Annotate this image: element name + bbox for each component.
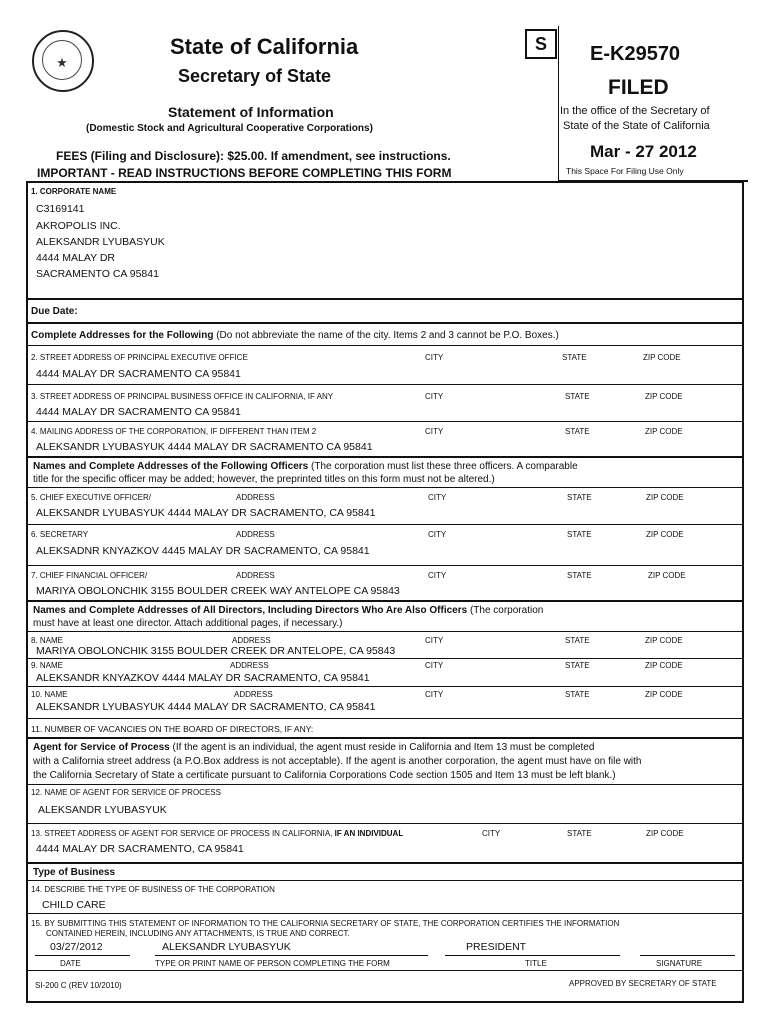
city-label: CITY: [425, 690, 444, 699]
filing-date: Mar - 27 2012: [590, 142, 697, 161]
item13-label: 13. STREET ADDRESS OF AGENT FOR SERVICE OF PROCESS IN CALIFORNIA, IF AN INDIVIDUAL: [31, 829, 404, 838]
corporate-line: 4444 MALAY DR: [36, 252, 115, 264]
name-label: TYPE OR PRINT NAME OF PERSON COMPLETING THE FORM: [155, 959, 390, 968]
item12-label: 12. NAME OF AGENT FOR SERVICE OF PROCESS: [31, 788, 221, 797]
item13-value: 4444 MALAY DR SACRAMENTO, CA 95841: [36, 843, 244, 855]
item4-label: 4. MAILING ADDRESS OF THE CORPORATION, IF DIFFERENT THAN ITEM 2: [31, 427, 317, 436]
item7-label: 7. CHIEF FINANCIAL OFFICER/: [31, 571, 148, 580]
item2-label: 2. STREET ADDRESS OF PRINCIPAL EXECUTIVE OFFICE: [31, 353, 248, 362]
form-id: SI-200 C (REV 10/2010): [35, 981, 122, 990]
state-label: STATE: [567, 493, 592, 502]
item9-value: ALEKSANDR KNYAZKOV 4444 MALAY DR SACRAMENTO, CA 95841: [36, 672, 370, 684]
business-heading: Type of Business: [33, 867, 116, 878]
item15-line2: CONTAINED HEREIN, INCLUDING ANY ATTACHMENTS, IS TRUE AND CORRECT.: [46, 929, 350, 938]
name-line: [155, 955, 428, 956]
important-text: IMPORTANT - READ INSTRUCTIONS BEFORE COMPLETING THIS FORM: [37, 166, 452, 180]
directors-heading-line2: must have at least one director. Attach additional pages, if necessary.): [33, 618, 343, 629]
item2-value: 4444 MALAY DR SACRAMENTO CA 95841: [36, 368, 241, 380]
item14-label: 14. DESCRIBE THE TYPE OF BUSINESS OF THE CORPORATION: [31, 885, 275, 894]
state-title: State of California: [170, 34, 359, 59]
state-label: STATE: [567, 571, 592, 580]
state-label: STATE: [565, 427, 590, 436]
filing-number: E-K29570: [590, 43, 681, 65]
zip-label: ZIP CODE: [645, 690, 683, 699]
item3-value: 4444 MALAY DR SACRAMENTO CA 95841: [36, 406, 241, 418]
address-label: ADDRESS: [236, 571, 275, 580]
filing-office-line2: State of the State of California: [563, 120, 710, 132]
corporate-line: ALEKSANDR LYUBASYUK: [36, 236, 165, 248]
corporate-name-label: 1. CORPORATE NAME: [31, 187, 117, 196]
item11-label: 11. NUMBER OF VACANCIES ON THE BOARD OF DIRECTORS, IF ANY:: [31, 724, 314, 734]
state-label: STATE: [565, 690, 590, 699]
address-label: ADDRESS: [236, 493, 275, 502]
address-label: ADDRESS: [236, 530, 275, 539]
zip-label: ZIP CODE: [645, 661, 683, 670]
corporate-line: SACRAMENTO CA 95841: [36, 268, 159, 280]
address-label: ADDRESS: [232, 636, 271, 645]
date-line: [35, 955, 130, 956]
state-label: STATE: [565, 636, 590, 645]
item6-label: 6. SECRETARY: [31, 530, 89, 539]
state-label: STATE: [565, 392, 590, 401]
item8-value: MARIYA OBOLONCHIK 3155 BOULDER CREEK DR ANTELOPE, CA 95843: [36, 645, 396, 657]
title-label: TITLE: [525, 959, 547, 968]
agent-heading-line3: the California Secretary of State a certificate pursuant to California Corporations Code section 1505 and Item 13 must be left blank.): [33, 770, 616, 781]
item10-value: ALEKSANDR LYUBASYUK 4444 MALAY DR SACRAMENTO, CA 95841: [36, 701, 376, 713]
officers-heading: Names and Complete Addresses of the Following Officers (The corporation must list these three officers. A comparable: [33, 461, 578, 472]
item15-line1: 15. BY SUBMITTING THIS STATEMENT OF INFORMATION TO THE CALIFORNIA SECRETARY OF STATE, THE CORPORATION CERTIFIES THE INFORMATION: [31, 919, 620, 928]
city-label: CITY: [425, 636, 444, 645]
directors-heading: Names and Complete Addresses of All Directors, Including Directors Who Are Also Officers (The corporation: [33, 605, 544, 616]
item5-value: ALEKSANDR LYUBASYUK 4444 MALAY DR SACRAMENTO, CA 95841: [36, 507, 376, 519]
state-label: STATE: [562, 353, 587, 362]
state-label: STATE: [567, 829, 592, 838]
item5-label: 5. CHIEF EXECUTIVE OFFICER/: [31, 493, 152, 502]
state-label: STATE: [565, 661, 590, 670]
approved-text: APPROVED BY SECRETARY OF STATE: [569, 979, 717, 988]
city-label: CITY: [425, 353, 444, 362]
item9-label: 9. NAME: [31, 661, 64, 670]
address-label: ADDRESS: [230, 661, 269, 670]
zip-label: ZIP CODE: [645, 636, 683, 645]
zip-label: ZIP CODE: [645, 392, 683, 401]
filing-divider: [558, 26, 559, 180]
item7-value: MARIYA OBOLONCHIK 3155 BOULDER CREEK WAY ANTELOPE CA 95843: [36, 585, 400, 597]
zip-label: ZIP CODE: [643, 353, 681, 362]
fees-text: FEES (Filing and Disclosure): $25.00. If amendment, see instructions.: [56, 149, 451, 163]
item3-label: 3. STREET ADDRESS OF PRINCIPAL BUSINESS OFFICE IN CALIFORNIA, IF ANY: [31, 392, 334, 401]
title-value: PRESIDENT: [466, 941, 527, 953]
signature-label: SIGNATURE: [656, 959, 703, 968]
filing-office-line1: In the office of the Secretary of: [560, 105, 710, 117]
item8-label: 8. NAME: [31, 636, 64, 645]
form-title: Statement of Information: [168, 104, 334, 120]
city-label: CITY: [428, 571, 447, 580]
city-label: CITY: [428, 530, 447, 539]
agent-heading: Agent for Service of Process (If the agent is an individual, the agent must reside in California and Item 13 must be completed: [33, 742, 595, 753]
form-subtitle: (Domestic Stock and Agricultural Cooperative Corporations): [86, 123, 373, 134]
date-label: DATE: [60, 959, 81, 968]
s-box: S: [525, 29, 557, 59]
filing-space-note: This Space For Filing Use Only: [566, 166, 684, 176]
city-label: CITY: [425, 661, 444, 670]
item14-value: CHILD CARE: [42, 899, 106, 911]
zip-label: ZIP CODE: [646, 493, 684, 502]
corporate-line: C3169141: [36, 203, 85, 215]
city-label: CITY: [425, 427, 444, 436]
addresses-heading: Complete Addresses for the Following (Do not abbreviate the name of the city. Items 2 and 3 cannot be P.O. Boxes.): [31, 330, 559, 341]
address-label: ADDRESS: [234, 690, 273, 699]
filing-status: FILED: [608, 76, 669, 99]
agent-heading-line2: with a California street address (a P.O.Box address is not acceptable). If the agent is another corporation, the agent must have on file with: [33, 756, 642, 767]
filing-box-bottom: [558, 180, 748, 182]
due-date-label: Due Date:: [31, 306, 78, 317]
city-label: CITY: [482, 829, 501, 838]
zip-label: ZIP CODE: [646, 829, 684, 838]
zip-label: ZIP CODE: [645, 427, 683, 436]
city-label: CITY: [425, 392, 444, 401]
item4-value: ALEKSANDR LYUBASYUK 4444 MALAY DR SACRAMENTO CA 95841: [36, 441, 373, 453]
item6-value: ALEKSADNR KNYAZKOV 4445 MALAY DR SACRAMENTO, CA 95841: [36, 545, 370, 557]
date-value: 03/27/2012: [50, 941, 103, 953]
state-label: STATE: [567, 530, 592, 539]
signature-line: [640, 955, 735, 956]
office-title: Secretary of State: [178, 66, 332, 86]
name-value: ALEKSANDR LYUBASYUK: [162, 941, 291, 953]
title-line: [445, 955, 620, 956]
city-label: CITY: [428, 493, 447, 502]
item10-label: 10. NAME: [31, 690, 68, 699]
officers-heading-line2: title for the specific officer may be added; however, the preprinted titles on this form must not be altered.): [33, 474, 495, 485]
state-seal-icon: ★: [32, 30, 94, 92]
item12-value: ALEKSANDR LYUBASYUK: [38, 804, 167, 816]
corporate-line: AKROPOLIS INC.: [36, 220, 121, 232]
zip-label: ZIP CODE: [646, 530, 684, 539]
zip-label: ZIP CODE: [648, 571, 686, 580]
